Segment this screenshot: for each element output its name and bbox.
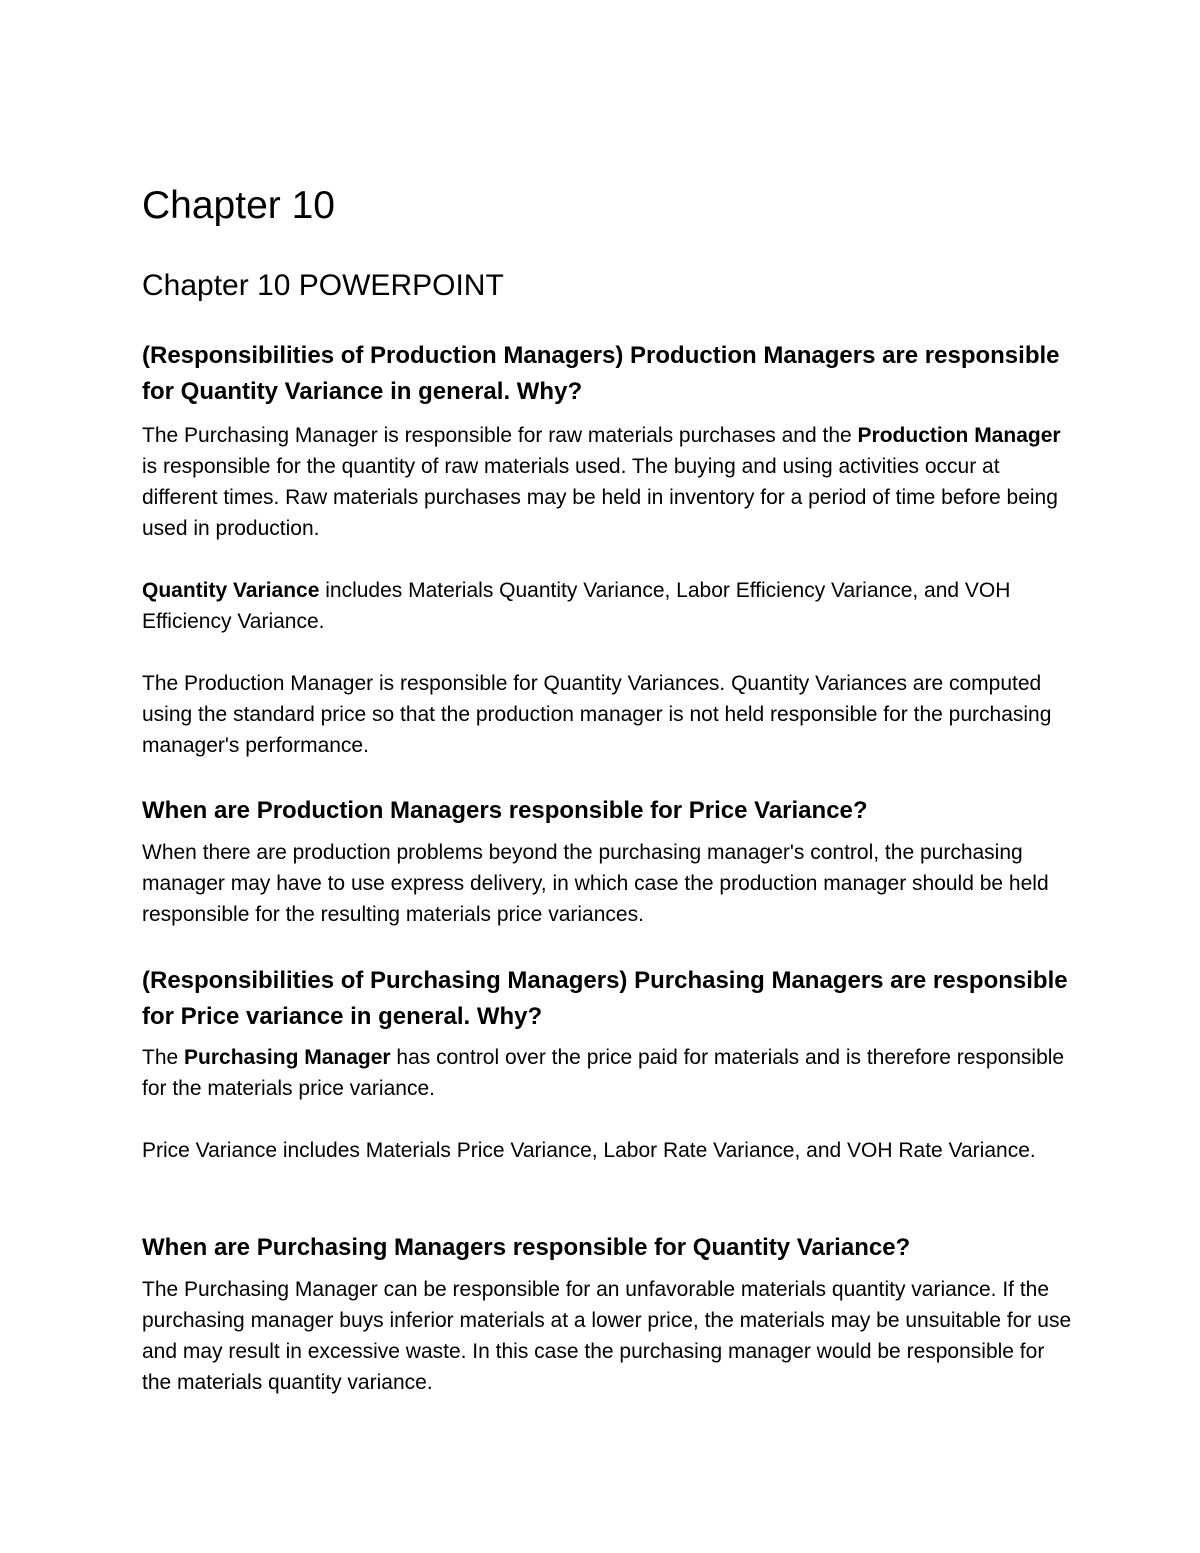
section1-p1-text-c: is responsible for the quantity of raw materials used. The buying and using activities occur at different times. Raw materials purchases may be held in inventory for a period of time before being used in production. [142, 455, 1058, 540]
section4-paragraph1: The Purchasing Manager can be responsible for an unfavorable materials quantity variance. If the purchasing manager buys inferior materials at a lower price, the materials may be unsuitable for use and may result in excessive waste. In this case the purchasing manager would be responsible for the materials quantity variance. [142, 1278, 1072, 1394]
section1-p2-text-c: includes Materials Quantity Variance, Labor Efficiency Variance, and VOH Efficiency Variance. [142, 579, 1011, 633]
section3-heading: (Responsibilities of Purchasing Managers) Purchasing Managers are responsible for Price variance in general. Why? [142, 967, 1068, 1030]
section1-paragraph1 [142, 420, 1072, 544]
section1-paragraph2 [142, 575, 1072, 637]
section3-paragraph2: Price Variance includes Materials Price Variance, Labor Rate Variance, and VOH Rate Variance. [142, 1139, 1036, 1162]
section3-p1-text-c: has control over the price paid for materials and is therefore responsible for the materials price variance. [142, 1046, 1065, 1100]
document-title: Chapter 10 [142, 184, 335, 227]
section1-p2-bold: Quantity Variance [142, 579, 320, 602]
section3-paragraph1 [142, 1042, 1072, 1104]
section2-paragraph1: When there are production problems beyond the purchasing manager's control, the purchasing manager may have to use express delivery, in which case the production manager should be held responsible for the resulting materials price variances. [142, 841, 1049, 926]
section4-heading: When are Purchasing Managers responsible for Quantity Variance? [142, 1234, 911, 1261]
section3-p1-text-a: The [142, 1046, 185, 1069]
section2-heading: When are Production Managers responsible for Price Variance? [142, 797, 868, 824]
section3-p1-bold: Purchasing Manager [184, 1046, 391, 1069]
document-subtitle: Chapter 10 POWERPOINT [142, 269, 504, 302]
section1-paragraph3: The Production Manager is responsible for Quantity Variances. Quantity Variances are computed using the standard price so that the production manager is not held responsible for the purchasing manager's performance. [142, 672, 1052, 757]
section1-p1-bold: Production Manager [857, 424, 1061, 447]
section1-heading: (Responsibilities of Production Managers) Production Managers are responsible for Quantity Variance in general. Why? [142, 342, 1060, 405]
section1-p1-text-a: The Purchasing Manager is responsible for raw materials purchases and the [142, 424, 858, 447]
